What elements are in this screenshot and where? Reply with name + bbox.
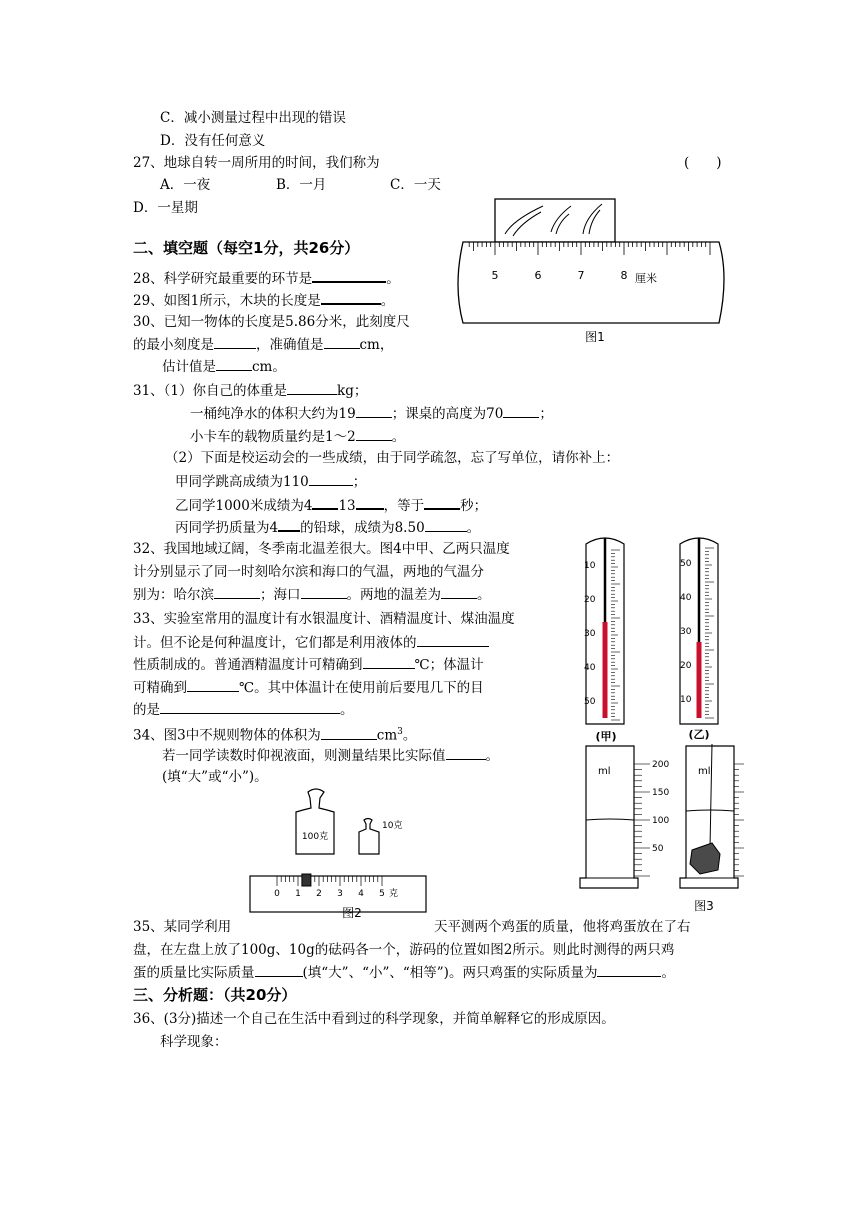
- q33-blank-clinical[interactable]: [187, 678, 239, 692]
- thermometer-yi-label-50: 50: [680, 559, 692, 569]
- q31-blank-highjump[interactable]: [309, 472, 353, 486]
- figure-1-caption: 图1: [585, 330, 605, 344]
- q33-line-5: 的是 。: [133, 702, 354, 718]
- q34-line-3: (填“大”或“小”)。: [162, 769, 268, 785]
- figure-2-caption: 图2: [342, 906, 362, 920]
- q35-blank-compare[interactable]: [255, 963, 303, 977]
- ruler-unit: 厘米: [635, 272, 657, 285]
- q33-blank-property[interactable]: [417, 633, 489, 647]
- thermometer-jia-label-50: 50: [584, 697, 596, 707]
- weight-10g: [359, 819, 379, 855]
- thermometer-yi-mercury: [697, 642, 702, 718]
- section-3-title: 三、分析题：（共20分）: [133, 986, 297, 1004]
- q27-option-d: D．一星期: [133, 200, 198, 216]
- q26-option-c: C．减小测量过程中出现的错误: [160, 110, 346, 126]
- q33-line-1: 33、实验室常用的温度计有水银温度计、酒精温度计、煤油温度: [133, 611, 515, 627]
- q31-blank-weight[interactable]: [287, 381, 337, 395]
- q27-option-b: B．一月: [276, 177, 327, 193]
- thermometer-yi-label-30: 30: [680, 627, 692, 637]
- q30-line-2: 的最小刻度是 ，准确值是 cm，: [133, 337, 394, 353]
- cylinder-a-label-200: 200: [652, 760, 670, 770]
- q29: 29、如图1所示，木块的长度是 。: [133, 290, 394, 310]
- q33-line-3: 性质制成的。普通酒精温度计可精确到 ℃；体温计: [133, 657, 484, 673]
- cylinder-a-label-50: 50: [652, 844, 664, 854]
- q31-blank-sec[interactable]: [356, 495, 384, 510]
- cylinder-a-unit: ml: [598, 766, 611, 777]
- q31-line-1: 31、（1）你自己的体重是 kg；: [133, 383, 368, 399]
- thermometer-yi-label-40: 40: [680, 593, 692, 603]
- figure-1-ruler: [455, 196, 730, 346]
- q28-blank[interactable]: [312, 268, 386, 283]
- q31-blank-truck[interactable]: [356, 427, 392, 441]
- q34-line-1: 34、图3中不规则物体的体积为 $cm^3$。: [133, 727, 417, 744]
- q33-line-4: 可精确到 ℃。其中体温计在使用前后要甩几下的目: [133, 680, 484, 696]
- weight-10g-label: 10克: [382, 821, 403, 831]
- q30-line-3: 估计值是 cm。: [162, 359, 286, 375]
- ruler-label-8: 8: [620, 269, 628, 282]
- q33-blank-purpose[interactable]: [160, 700, 340, 714]
- q31-blank-shot-unit[interactable]: [278, 517, 300, 532]
- ruler-label-7: 7: [577, 269, 585, 282]
- beam-label-1: 1: [295, 889, 301, 899]
- q32-blank-diff[interactable]: [441, 585, 477, 599]
- q27-stem: 27、地球自转一周所用的时间，我们称为: [133, 155, 380, 171]
- q29-blank[interactable]: [321, 290, 381, 305]
- beam-label-3: 3: [337, 889, 343, 899]
- figure-3-caption: 图3: [694, 899, 714, 913]
- thermometer-jia-label-20: 20: [584, 595, 596, 605]
- figure-4-thermometers: [576, 532, 738, 744]
- q34-blank-compare[interactable]: [446, 746, 486, 760]
- cylinder-a-label-100: 100: [652, 816, 670, 826]
- thermometer-yi-caption: (乙): [688, 728, 710, 741]
- q28: 28、科学研究最重要的环节是 。: [133, 268, 400, 288]
- q34-blank-volume[interactable]: [321, 726, 377, 740]
- q31-blank-shot-dist[interactable]: [425, 518, 467, 532]
- beam-rider: [302, 874, 311, 886]
- q27-answer-paren: ( ): [684, 155, 722, 171]
- beam-label-2: 2: [316, 889, 322, 899]
- thermometer-yi-label-10: 10: [680, 695, 692, 705]
- q32-blank-harbin[interactable]: [214, 585, 260, 599]
- q35-line-1a: 35、某同学利用: [133, 919, 232, 935]
- q32-line-1: 32、我国地域辽阔，冬季南北温差很大。图4中甲、乙两只温度: [133, 541, 510, 557]
- q26-option-d: D．没有任何意义: [160, 133, 266, 149]
- q32-line-3: 别为：哈尔滨 ；海口 。两地的温差为 。: [133, 587, 491, 603]
- q31-line-3: 小卡车的载物质量约是1～2 。: [190, 429, 406, 445]
- q32-line-2: 计分别显示了同一时刻哈尔滨和海口的气温，两地的气温分: [133, 564, 484, 580]
- q35-blank-mass[interactable]: [597, 963, 661, 977]
- q33-blank-alcohol[interactable]: [363, 655, 415, 669]
- q30-blank-2[interactable]: [324, 335, 360, 349]
- thermometer-jia-label-40: 40: [584, 663, 596, 673]
- q31-blank-desk[interactable]: [503, 404, 539, 418]
- q27-option-c: C．一天: [390, 177, 441, 193]
- q31-blank-water[interactable]: [356, 404, 392, 418]
- q31-blank-min[interactable]: [312, 495, 338, 510]
- section-2-title: 二、填空题（每空1分，共26分）: [133, 239, 360, 257]
- q27-option-a: A．一夜: [160, 177, 211, 193]
- q35-line-2: 盘，在左盘上放了100g、10g的砝码各一个，游码的位置如图2所示。则此时测得的两只鸡: [133, 942, 675, 958]
- q30-blank-1[interactable]: [214, 335, 256, 349]
- thermometer-jia-mercury: [603, 622, 608, 718]
- beam-label-0: 0: [274, 889, 280, 899]
- q35-line-1b: 天平测两个鸡蛋的质量，他将鸡蛋放在了右: [434, 919, 691, 935]
- q34-line-2: 若一同学读数时仰视液面，则测量结果比实际值 。: [162, 748, 499, 764]
- ruler-label-6: 6: [534, 269, 542, 282]
- cylinder-a-label-150: 150: [652, 788, 670, 798]
- q31-line-5: 甲同学跳高成绩为110 ；: [175, 474, 367, 490]
- q31-line-7: 丙同学扔质量为4 的铅球，成绩为8.50 。: [175, 517, 480, 537]
- beam-label-5: 5: [379, 889, 385, 899]
- weight-100g-label: 100克: [301, 832, 329, 842]
- beam-label-4: 4: [358, 889, 364, 899]
- cylinder-b-unit: ml: [698, 766, 711, 777]
- q32-blank-haikou[interactable]: [301, 585, 347, 599]
- q31-line-2: 一桶纯净水的体积大约为19 ；课桌的高度为70 ；: [190, 406, 553, 422]
- ruler-label-5: 5: [491, 269, 499, 282]
- thermometer-jia-label-30: 30: [584, 629, 596, 639]
- q30-blank-3[interactable]: [216, 357, 252, 371]
- thermometer-yi-label-20: 20: [680, 661, 692, 671]
- q30-line-1: 30、已知一物体的长度是5.86分米，此刻度尺: [133, 314, 410, 330]
- q33-line-2: 计。但不论是何种温度计，它们都是利用液体的: [133, 633, 489, 652]
- cylinder-a-scale: [634, 764, 650, 876]
- q31-blank-total[interactable]: [424, 495, 460, 510]
- q31-line-6: 乙同学1000米成绩为4 13 ，等于 秒；: [175, 495, 487, 515]
- thermometer-jia-label-10: 10: [584, 561, 596, 571]
- q31-line-4: （2）下面是校运动会的一些成绩，由于同学疏忽，忘了写单位，请你补上：: [165, 450, 620, 466]
- q35-line-3: 蛋的质量比实际质量 (填“大”、“小”、“相等”)。两只鸡蛋的实际质量为 。: [133, 965, 675, 981]
- cylinder-b-scale: [734, 764, 744, 876]
- ruler-body: [458, 242, 724, 323]
- figure-2-balance: [248, 786, 430, 920]
- q36-line-2: 科学现象：: [160, 1034, 228, 1050]
- beam-unit: 克: [389, 889, 399, 899]
- figure-3-measuring-cylinders: [572, 744, 744, 916]
- q36-line-1: 36、(3分)描述一个自己在生活中看到过的科学现象，并简单解释它的形成原因。: [133, 1011, 615, 1027]
- thermometer-jia-caption: (甲): [595, 730, 617, 743]
- weight-100g: [296, 789, 334, 854]
